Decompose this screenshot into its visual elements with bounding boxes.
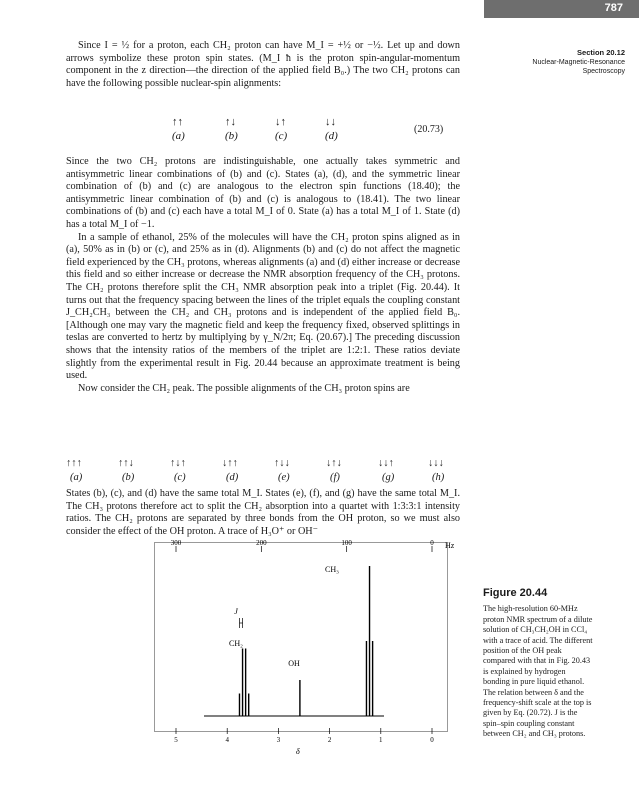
alignment3-e-label: (e) xyxy=(278,472,290,483)
bottom-tick-label: 0 xyxy=(430,736,434,744)
page-number-bar xyxy=(484,0,639,18)
page-number: 787 xyxy=(604,2,623,14)
chart-axes xyxy=(171,539,435,744)
paragraph-4: Now consider the CH₂ peak. The possible alignments of the CH₃ proton spins are xyxy=(78,382,410,394)
alignment3-g-label: (g) xyxy=(382,472,395,483)
top-tick-label: 100 xyxy=(341,539,352,547)
alignment3-f-arrows: ↓↑↓ xyxy=(326,458,342,469)
alignment-c-label: (c) xyxy=(275,130,288,142)
figure-caption-block xyxy=(483,588,593,740)
figure-title: Figure 20.44 xyxy=(483,587,548,599)
paragraph-1: Since I = ½ for a proton, each CH₂ proton can have M_I = +½ or −½. Let up and down arrows symbolize these proton spin states. (M_I ħ is the proton spin-angular-momentum component in the z direction—the direction of the applied field B₀.) The two CH₂ protons can have the following possible nuclear-spin alignments: xyxy=(66,40,460,89)
section-header xyxy=(475,48,625,76)
alignment-b-label: (b) xyxy=(225,130,238,142)
bottom-tick-label: 5 xyxy=(174,736,178,744)
top-tick-label: 300 xyxy=(170,539,182,547)
peak-label-oh: OH xyxy=(288,659,300,668)
body-block xyxy=(66,156,460,395)
alignment-d-arrows: ↓↓ xyxy=(325,116,336,128)
bottom-tick-label: 2 xyxy=(327,736,332,744)
alignment3-c-label: (c) xyxy=(174,472,186,483)
alignment3-c-arrows: ↑↓↑ xyxy=(170,458,186,469)
alignment3-f-label: (f) xyxy=(330,472,340,483)
section-title-line2: Spectroscopy xyxy=(582,68,625,75)
nmr-spectrum-chart xyxy=(154,536,454,758)
spin-alignments-3 xyxy=(66,458,460,488)
paragraph-2: Since the two CH₂ protons are indistinguishable, one actually takes symmetric and antisymmetric linear combinations of (b) and (c). States (a), (d), and the symmetric linear combination of (b) and (c) are analogous to the electron spin functions (18.40); the antisymmetric linear combination of (b) and (c) is analogous to (18.41). The two linear combinations of (b) and (c) each have a total M_I of 0. State (a) has a total M_I of 1. State (d) has a total M_I of −1. xyxy=(66,156,460,230)
alignment3-d-label: (d) xyxy=(226,472,239,483)
bottom-axis-label: δ xyxy=(296,747,300,756)
alignment3-e-arrows: ↑↓↓ xyxy=(274,458,290,469)
figure-caption: The high-resolution 60-MHz proton NMR spectrum of a dilute solution of CH₃CH₂OH in CCl₄ with a trace of acid. The different position of the OH peak compared with that in Fig. 20.43 is explained by hydrogen bonding in pure liquid ethanol. The relation between δ and the frequency-shift scale at the top is given by Eq. (20.72). J is the spin–spin coupling constant between CH₂ and CH₃ protons. xyxy=(483,604,593,739)
top-axis-unit: Hz xyxy=(445,541,454,550)
alignment3-b-label: (b) xyxy=(122,472,135,483)
paragraph-1-block xyxy=(66,40,460,90)
paragraph-5-block xyxy=(66,488,460,538)
alignment-a-arrows: ↑↑ xyxy=(172,116,183,128)
top-tick-label: 0 xyxy=(430,539,434,547)
section-title-line1: Nuclear-Magnetic-Resonance xyxy=(532,59,625,66)
top-tick-label: 200 xyxy=(256,539,267,547)
alignment3-g-arrows: ↓↓↑ xyxy=(378,458,394,469)
alignment-a-label: (a) xyxy=(172,130,185,142)
equation-number: (20.73) xyxy=(414,124,444,135)
chart-marks xyxy=(239,566,372,716)
peak-label-ch3: CH₃ xyxy=(325,565,339,574)
alignment3-h-label: (h) xyxy=(432,472,445,483)
alignment-b-arrows: ↑↓ xyxy=(225,116,236,128)
alignment3-a-label: (a) xyxy=(70,472,83,483)
alignment-c-arrows: ↓↑ xyxy=(275,116,286,128)
bottom-tick-label: 1 xyxy=(379,736,383,744)
section-number: Section 20.12 xyxy=(577,48,625,57)
spin-alignments-2 xyxy=(150,116,380,146)
paragraph-5: States (b), (c), and (d) have the same total M_I. States (e), (f), and (g) have the same total M_I. The CH₃ protons therefore act to split the CH₂ absorption into a quartet with 1:3:3:1 intensity ratios. The CH₂ protons are separated by three bonds from the OH proton, so we must also consider the effect of the OH proton. A trace of H₃O⁺ or OH⁻ xyxy=(66,488,460,537)
alignment-d-label: (d) xyxy=(325,130,338,142)
alignment3-b-arrows: ↑↑↓ xyxy=(118,458,134,469)
bottom-tick-label: 4 xyxy=(225,736,229,744)
alignment3-a-arrows: ↑↑↑ xyxy=(66,458,82,469)
alignment3-h-arrows: ↓↓↓ xyxy=(428,458,444,469)
peak-label-ch2: CH₂ xyxy=(229,639,243,648)
alignment3-d-arrows: ↓↑↑ xyxy=(222,458,238,469)
bottom-tick-label: 3 xyxy=(276,736,281,744)
paragraph-3: In a sample of ethanol, 25% of the molecules will have the CH₂ proton spins aligned as in (a), 50% as in (b) or (c), and 25% as in (d). Alignments (b) and (c) do not affect the magnetic field experienced by the CH₃ protons, whereas alignments (a) and (d) either increase or decrease this field and so either increase or decrease the NMR absorption frequency of the CH₃ protons. The CH₂ protons therefore split the CH₃ NMR absorption peak into a triplet (Fig. 20.44). It turns out that the frequency spacing between the lines of the triplet equals the coupling constant J_CH₂CH₃ between the CH₂ and CH₃ protons and is independent of the applied field B₀. [Although one may vary the magnetic field and keep the frequency fixed, observed splittings in teslas are converted to hertz by multiplying by γ_N/2π; Eq. (20.67).] The preceding discussion shows that the intensity ratios of the members of the triplet are 1:2:1. These ratios deviate slightly from the experimental result in Fig. 20.44 because an approximate treatment is being used. xyxy=(66,231,460,382)
peak-label-j: J xyxy=(234,607,238,616)
